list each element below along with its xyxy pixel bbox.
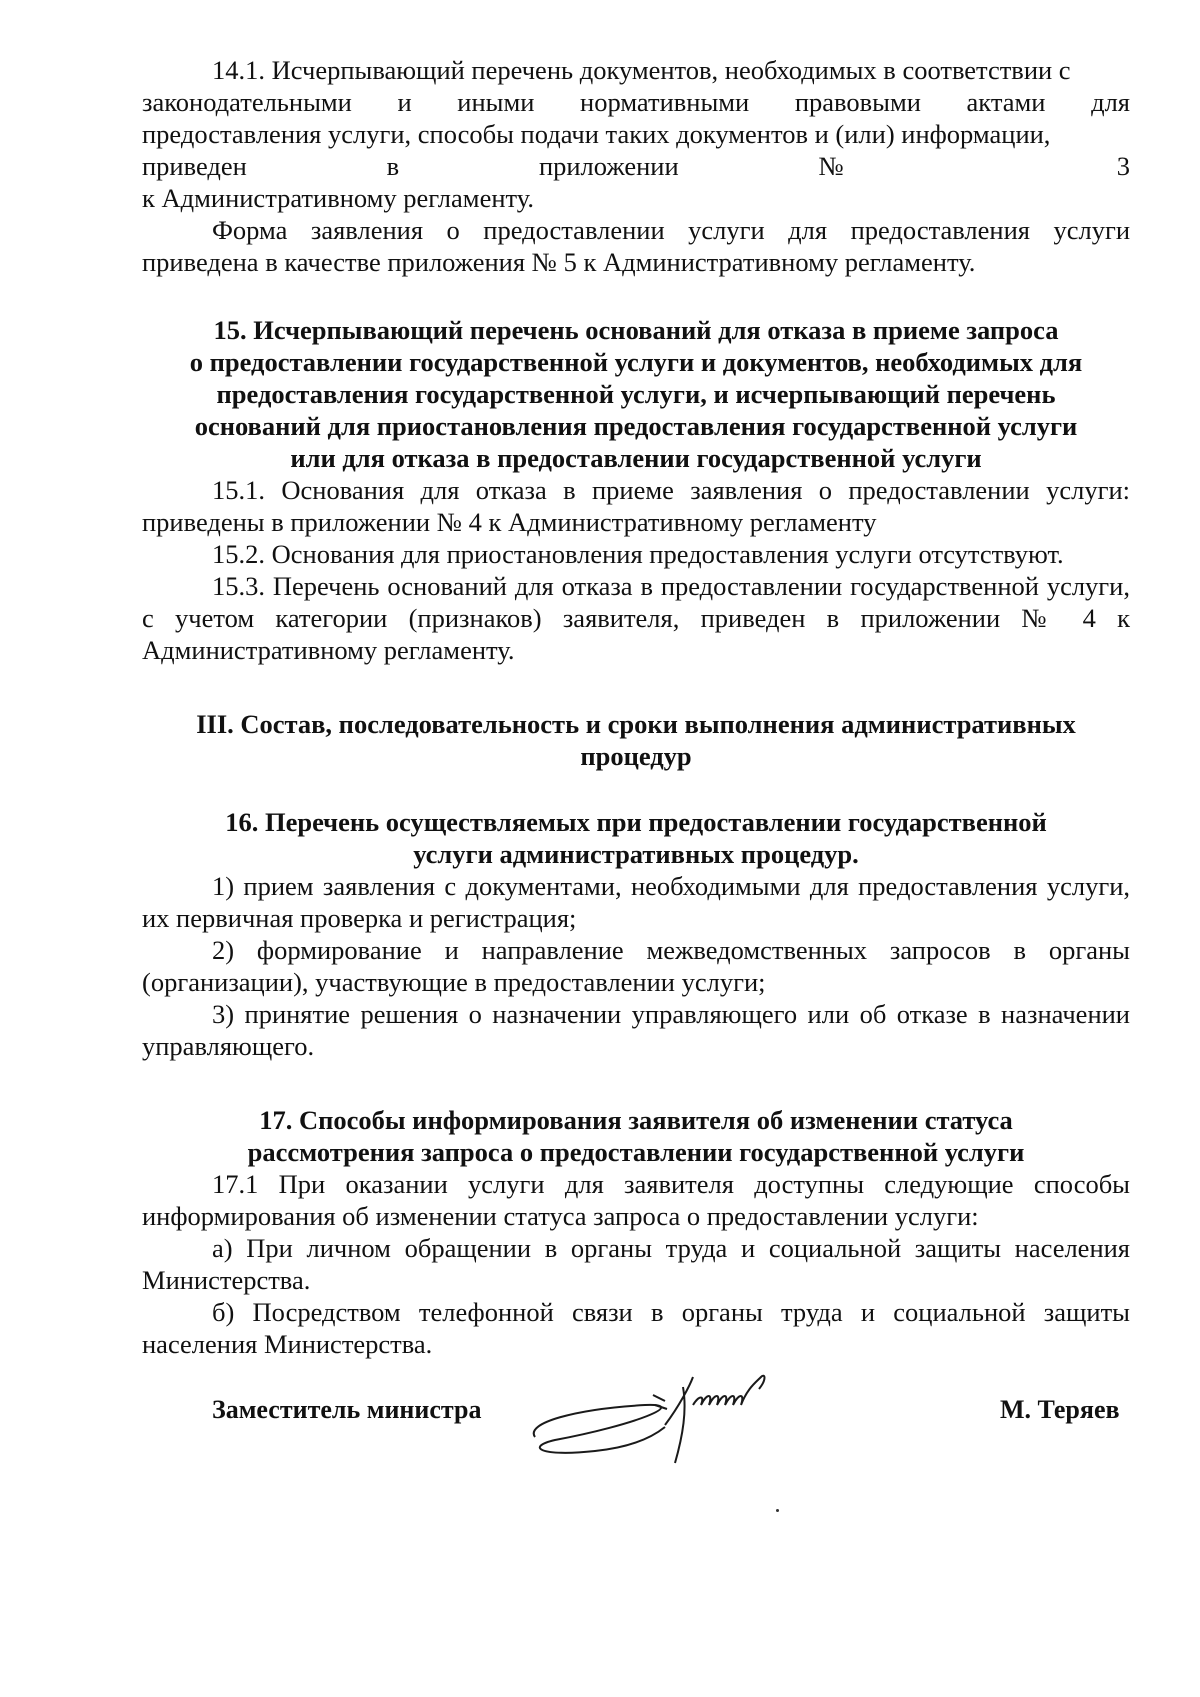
handwritten-signature <box>515 1365 855 1475</box>
paragraph-17-a: а) При личном обращении в органы труда и социальной защиты населения Министерства. <box>142 1233 1130 1295</box>
list-item: 2) формирование и направление межведомственных запросов в органы (организации), участвующие в предоставлении услуги; <box>142 935 1130 997</box>
para-14-1-cont <box>142 86 1130 214</box>
section-15-heading-line-2: о предоставлении государственной услуги и документов, необходимых для <box>189 347 1083 377</box>
paragraph-15-3: 15.3. Перечень оснований для отказа в предоставлении государственной услуги, с учетом категории (признаков) заявителя, приведен в приложении № 4 к Административному регламенту. <box>142 571 1130 665</box>
section-16-heading-line-1: 16. Перечень осуществляемых при предоставлении государственной <box>225 807 1047 837</box>
para-14-1-line-1: 14.1. Исчерпывающий перечень документов, необходимых в соответствии с <box>212 55 1071 85</box>
section-16-heading-line-2: услуги административных процедур. <box>413 839 859 869</box>
section-16-heading <box>142 806 1130 870</box>
section-15-heading-line-5: или для отказа в предоставлении государственной услуги <box>290 443 982 473</box>
section-17 <box>142 1104 1130 1360</box>
section-15 <box>142 314 1130 666</box>
paragraph-14-1 <box>142 54 1130 86</box>
para-14-1-line-4: приведен в приложении № 3 <box>142 151 1130 181</box>
para-14-1-line-5: к Административному регламенту. <box>142 183 534 213</box>
paragraph-15-2: 15.2. Основания для приостановления предоставления услуги отсутствуют. <box>212 539 1064 569</box>
signatory-name: М. Теряев <box>1000 1395 1120 1424</box>
paragraph-15-1: 15.1. Основания для отказа в приеме заявления о предоставлении услуги: приведены в приложении № 4 к Административному регламенту <box>142 475 1130 537</box>
section-15-heading-line-3: предоставления государственной услуги, и исчерпывающий перечень <box>216 379 1056 409</box>
list-item: 3) принятие решения о назначении управляющего или об отказе в назначении управляющего. <box>142 999 1130 1061</box>
section-iii-heading <box>142 708 1130 772</box>
section-16 <box>142 806 1130 1062</box>
section-iii <box>142 708 1130 772</box>
section-15-heading <box>142 314 1130 474</box>
section-14 <box>142 54 1130 278</box>
section-17-heading-line-2: рассмотрения запроса о предоставлении государственной услуги <box>247 1137 1025 1167</box>
signatory-position: Заместитель министра <box>212 1395 482 1424</box>
section-15-heading-line-4: оснований для приостановления предоставления государственной услуги <box>194 411 1078 441</box>
section-iii-heading-line-2: процедур <box>580 741 692 771</box>
paragraph-17-1: 17.1 При оказании услуги для заявителя доступны следующие способы информирования об изменении статуса запроса о предоставлении услуги: <box>142 1169 1130 1231</box>
section-15-heading-line-1: 15. Исчерпывающий перечень оснований для отказа в приеме запроса <box>213 315 1059 345</box>
paragraph-14-form: Форма заявления о предоставлении услуги для предоставления услуги приведена в качестве приложения № 5 к Административному регламенту. <box>142 215 1130 277</box>
section-iii-heading-line-1: III. Состав, последовательность и сроки выполнения административных <box>196 709 1076 739</box>
scan-speck <box>776 1509 779 1512</box>
section-17-heading <box>142 1104 1130 1168</box>
paragraph-17-b: б) Посредством телефонной связи в органы труда и социальной защиты населения Министерства. <box>142 1297 1130 1359</box>
list-item: 1) прием заявления с документами, необходимыми для предоставления услуги, их первичная проверка и регистрация; <box>142 871 1130 933</box>
section-17-heading-line-1: 17. Способы информирования заявителя об изменении статуса <box>259 1105 1013 1135</box>
para-14-1-line-3: предоставления услуги, способы подачи таких документов и (или) информации, <box>142 119 1051 149</box>
para-14-1-line-2: законодательными и иными нормативными правовыми актами для <box>142 87 1130 117</box>
